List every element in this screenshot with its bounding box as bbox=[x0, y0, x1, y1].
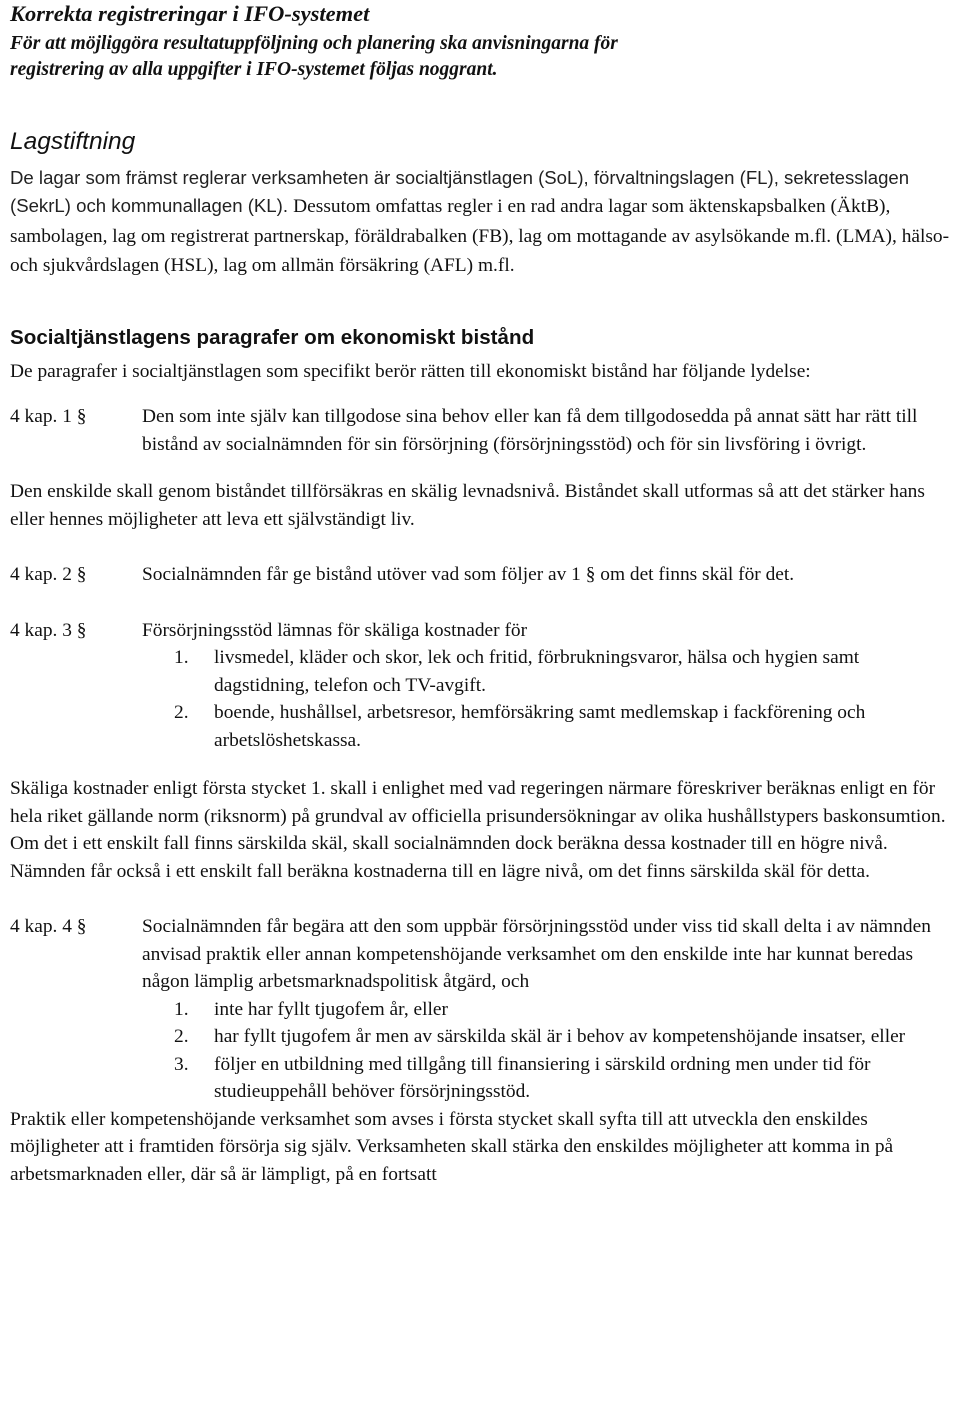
section-text: Försörjningsstöd lämnas för skäliga kostnader för bbox=[142, 619, 528, 641]
section-label: 4 kap. 1 § bbox=[10, 406, 87, 428]
list-number: 2. bbox=[174, 702, 189, 724]
lagstiftning-serif-text: Dessutom omfattas regler i en rad andra lagar som äktenskapsbalken (ÄktB), sambolagen, lag om registrerat partnerskap, föräldrabalken (FB), lag om mottagande av asylsökande m.fl. (LMA), hälso- och sjukvårdslagen (HSL), lag om allmän försäkring (AFL) m.fl. bbox=[10, 196, 950, 277]
document-page bbox=[10, 0, 955, 1188]
section-label: 4 kap. 2 § bbox=[10, 564, 87, 586]
list-number: 2. bbox=[174, 1026, 189, 1048]
section-4kap-1 bbox=[10, 403, 955, 458]
kap3-followup-paragraph: Skäliga kostnader enligt första stycket 1. skall i enlighet med vad regeringen närmare föreskriver beräknas enligt en för hela riket gällande norm (riksnorm) på grundval av officiella prisundersökningar av olika hushållstypers baskonsumtion. Om det i ett enskilt fall finns särskilda skäl, skall socialnämnden dock beräkna dessa kostnader till en högre nivå. Nämnden får också i ett enskilt fall beräkna kostnaderna till en lägre nivå, om det finns särskilda skäl för detta. bbox=[10, 778, 946, 882]
subtitle-line-2: registrering av alla uppgifter i IFO-systemet följas noggrant. bbox=[10, 59, 498, 80]
list-number: 1. bbox=[174, 998, 189, 1020]
section-text: Socialnämnden får begära att den som uppbär försörjningsstöd under viss tid skall delta i av nämnden anvisad praktik eller annan kompetenshöjande verksamhet om den enskilde inte har kunnat beredas någon lämplig arbetsmarknadspolitisk åtgärd, och bbox=[142, 916, 931, 993]
section-label: 4 kap. 4 § bbox=[10, 916, 87, 938]
section-label: 4 kap. 3 § bbox=[10, 619, 87, 641]
paragrafer-intro: De paragrafer i socialtjänstlagen som specifikt berör rätten till ekonomiskt bistånd har följande lydelse: bbox=[10, 360, 811, 382]
list-text: inte har fyllt tjugofem år, eller bbox=[214, 998, 448, 1020]
kap4-list bbox=[142, 996, 955, 1106]
list-text: har fyllt tjugofem år men av särskilda skäl är i behov av kompetenshöjande insatser, eller bbox=[214, 1026, 906, 1048]
document-subtitle bbox=[10, 28, 955, 83]
section-text: Socialnämnden får ge bistånd utöver vad som följer av 1 § om det finns skäl för det. bbox=[142, 564, 795, 586]
lagstiftning-paragraph bbox=[10, 164, 955, 281]
list-item bbox=[142, 644, 955, 699]
list-item bbox=[142, 699, 955, 754]
section-4kap-2 bbox=[10, 561, 955, 589]
lagstiftning-sans-text: De lagar som främst reglerar verksamheten är socialtjänstlagen (SoL), förvaltningslagen (FL), sekretesslagen (SekrL) och kommunallagen (KL). bbox=[10, 167, 910, 217]
list-text: följer en utbildning med tillgång till finansiering i särskild ordning men under tid för studieuppehåll behöver försörjningsstöd. bbox=[214, 1053, 871, 1103]
kap4-followup-paragraph: Praktik eller kompetenshöjande verksamhet som avses i första stycket skall syfta till att utveckla den enskildes möjligheter att i framtiden försörja sig själv. Verksamheten skall stärka den enskildes möjligheter att komma in på arbetsmarknaden eller, där så är lämpligt, på en fortsatt bbox=[10, 1108, 894, 1185]
kap1-followup-paragraph: Den enskilde skall genom biståndet tillförsäkras en skälig levnadsnivå. Biståndet skall utformas så att det stärker hans eller hennes möjligheter att leva ett självständigt liv. bbox=[10, 481, 925, 530]
subtitle-line-1: För att möjliggöra resultatuppföljning och planering ska anvisningarna för bbox=[10, 33, 618, 54]
list-item bbox=[142, 1051, 955, 1106]
list-text: boende, hushållsel, arbetsresor, hemförsäkring samt medlemskap i fackförening och arbetslöshetskassa. bbox=[214, 702, 866, 751]
list-number: 3. bbox=[174, 1053, 189, 1075]
kap3-list bbox=[142, 644, 955, 754]
list-item bbox=[142, 1023, 955, 1051]
heading-lagstiftning: Lagstiftning bbox=[10, 128, 136, 155]
document-title: Korrekta registreringar i IFO-systemet bbox=[10, 1, 370, 26]
heading-paragrafer: Socialtjänstlagens paragrafer om ekonomiskt bistånd bbox=[10, 325, 535, 349]
list-number: 1. bbox=[174, 647, 189, 669]
list-text: livsmedel, kläder och skor, lek och fritid, förbrukningsvaror, hälsa och hygien samt dagstidning, telefon och TV-avgift. bbox=[214, 647, 860, 696]
section-4kap-4 bbox=[10, 913, 955, 1106]
section-text: Den som inte själv kan tillgodose sina behov eller kan få dem tillgodosedda på annat sätt har rätt till bistånd av socialnämnden för sin försörjning (försörjningsstöd) och för sin livsföring i övrigt. bbox=[142, 406, 918, 455]
list-item bbox=[142, 996, 955, 1024]
section-4kap-3 bbox=[10, 617, 955, 755]
